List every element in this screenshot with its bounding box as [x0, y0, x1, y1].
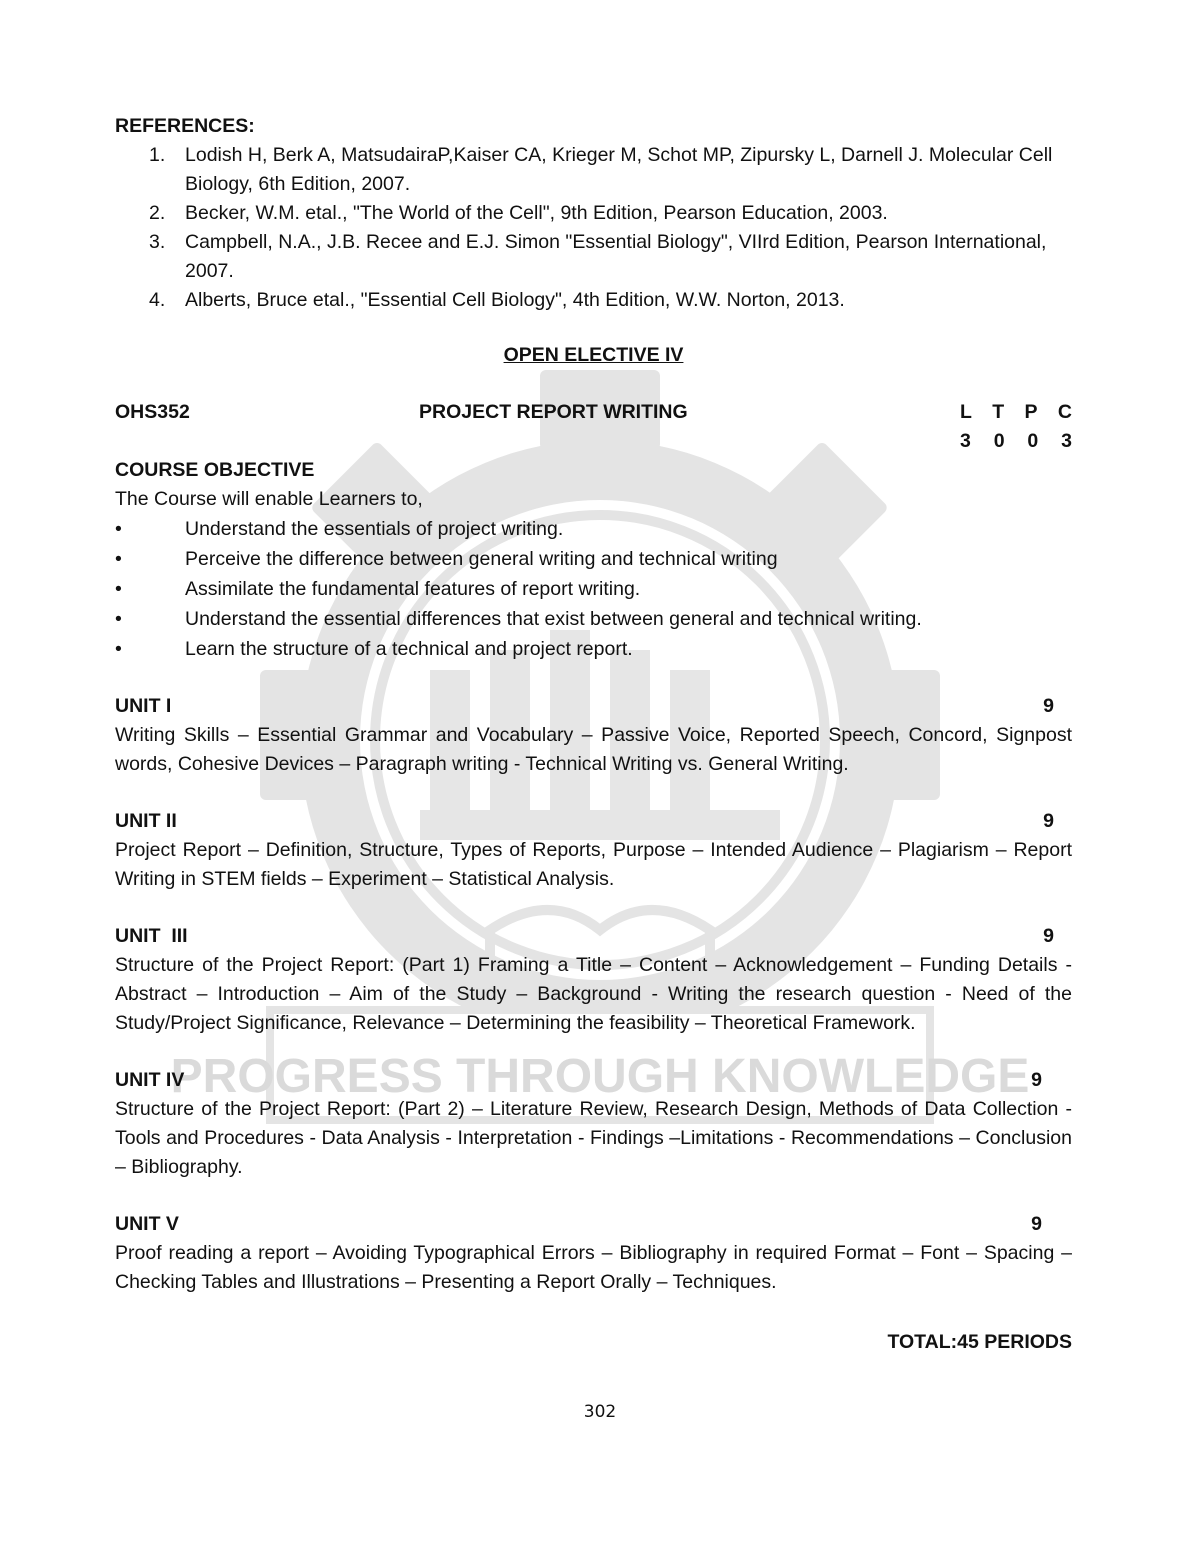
unit-title: UNIT V [115, 1213, 179, 1235]
objective-item [115, 514, 1072, 544]
ltpc-values [960, 427, 1072, 455]
ltpc-labels [960, 397, 1072, 427]
unit-header [115, 1209, 1072, 1239]
references-list [115, 141, 1072, 315]
ltpc-label-p: P [1024, 401, 1038, 423]
unit-section [115, 1065, 1072, 1182]
unit-content: Structure of the Project Report: (Part 2) – Literature Review, Research Design, Methods of Data Collection - Tools and Procedures - Data Analysis - Interpretation - Findings –Limitations - Recommendations – Conclusion – Bibliography. [115, 1098, 1072, 1178]
reference-text: Lodish H, Berk A, MatsudairaP,Kaiser CA, Krieger M, Schot MP, Zipursky L, Darnell J. Molecular Cell Biology, 6th Edition, 2007. [185, 144, 1053, 195]
reference-number: 1. [149, 144, 166, 166]
unit-header [115, 806, 1072, 836]
objectives-list [115, 514, 1072, 664]
ltpc-label-l: L [960, 401, 972, 423]
ltpc-values-row [115, 427, 1072, 455]
objective-item [115, 574, 1072, 604]
objective-intro: The Course will enable Learners to, [115, 488, 423, 510]
unit-hours: 9 [1031, 1069, 1042, 1091]
bullet-icon: • [115, 578, 122, 600]
unit-section [115, 1209, 1072, 1297]
objective-text: Understand the essentials of project writing. [185, 518, 564, 540]
total-periods: TOTAL:45 PERIODS [887, 1331, 1072, 1353]
objective-item [115, 604, 1072, 634]
ltpc-label-c: C [1057, 401, 1072, 423]
unit-section [115, 806, 1072, 894]
ltpc-value-p: 0 [1027, 430, 1039, 452]
page-content [115, 113, 1072, 1357]
course-title: PROJECT REPORT WRITING [419, 401, 688, 423]
reference-text: Campbell, N.A., J.B. Recee and E.J. Simon "Essential Biology", VIIrd Edition, Pearson International, 2007. [185, 231, 1047, 282]
unit-hours: 9 [1043, 695, 1054, 717]
objective-text: Understand the essential differences that exist between general and technical writing. [185, 608, 922, 630]
objective-item [115, 634, 1072, 664]
unit-section [115, 691, 1072, 779]
ltpc-label-t: T [992, 401, 1005, 423]
ltpc-value-c: 3 [1061, 430, 1072, 452]
references-heading: REFERENCES: [115, 115, 255, 137]
bullet-icon: • [115, 518, 122, 540]
bullet-icon: • [115, 608, 122, 630]
reference-text: Alberts, Bruce etal., "Essential Cell Biology", 4th Edition, W.W. Norton, 2013. [185, 289, 845, 311]
course-header [115, 397, 1072, 427]
bullet-icon: • [115, 638, 122, 660]
unit-hours: 9 [1043, 810, 1054, 832]
reference-text: Becker, W.M. etal., "The World of the Cell", 9th Edition, Pearson Education, 2003. [185, 202, 888, 224]
watermark-motto: PROGRESS THROUGH KNOWLEDGE [170, 1050, 1030, 1103]
unit-header [115, 921, 1072, 951]
unit-title: UNIT III [115, 925, 188, 947]
bullet-icon: • [115, 548, 122, 570]
unit-hours: 9 [1031, 1213, 1042, 1235]
ltpc-value-l: 3 [960, 430, 971, 452]
reference-item [115, 286, 1072, 315]
objective-item [115, 544, 1072, 574]
unit-title: UNIT I [115, 695, 172, 717]
unit-section [115, 921, 1072, 1038]
elective-title: OPEN ELECTIVE IV [503, 344, 684, 366]
reference-item [115, 199, 1072, 228]
page-number: 302 [583, 1402, 617, 1422]
unit-content: Project Report – Definition, Structure, Types of Reports, Purpose – Intended Audience – Plagiarism – Report Writing in STEM fields – Experiment – Statistical Analysis. [115, 839, 1072, 890]
unit-title: UNIT II [115, 810, 177, 832]
unit-title: UNIT IV [115, 1069, 185, 1091]
ltpc-value-t: 0 [993, 430, 1005, 452]
reference-number: 4. [149, 289, 166, 311]
objective-text: Assimilate the fundamental features of report writing. [185, 578, 641, 600]
unit-content: Proof reading a report – Avoiding Typographical Errors – Bibliography in required Format – Font – Spacing – Checking Tables and Illustrations – Presenting a Report Orally – Techniques. [115, 1242, 1072, 1293]
unit-header [115, 1065, 1072, 1095]
objective-heading: COURSE OBJECTIVE [115, 459, 315, 481]
reference-number: 3. [149, 231, 166, 253]
unit-content: Structure of the Project Report: (Part 1) Framing a Title – Content – Acknowledgement – Funding Details -Abstract – Introduction – Aim of the Study – Background - Writing the research question - Need of the Study/Project Significance, Relevance – Determining the feasibility – Theoretical Framework. [115, 954, 1072, 1034]
course-code: OHS352 [115, 401, 190, 423]
reference-item [115, 228, 1072, 286]
objective-text: Learn the structure of a technical and project report. [185, 638, 633, 660]
unit-hours: 9 [1043, 925, 1054, 947]
unit-content: Writing Skills – Essential Grammar and Vocabulary – Passive Voice, Reported Speech, Concord, Signpost words, Cohesive Devices – Paragraph writing - Technical Writing vs. General Writing. [115, 724, 1072, 775]
reference-number: 2. [149, 202, 166, 224]
reference-item [115, 141, 1072, 199]
unit-header [115, 691, 1072, 721]
objective-text: Perceive the difference between general writing and technical writing [185, 548, 778, 570]
